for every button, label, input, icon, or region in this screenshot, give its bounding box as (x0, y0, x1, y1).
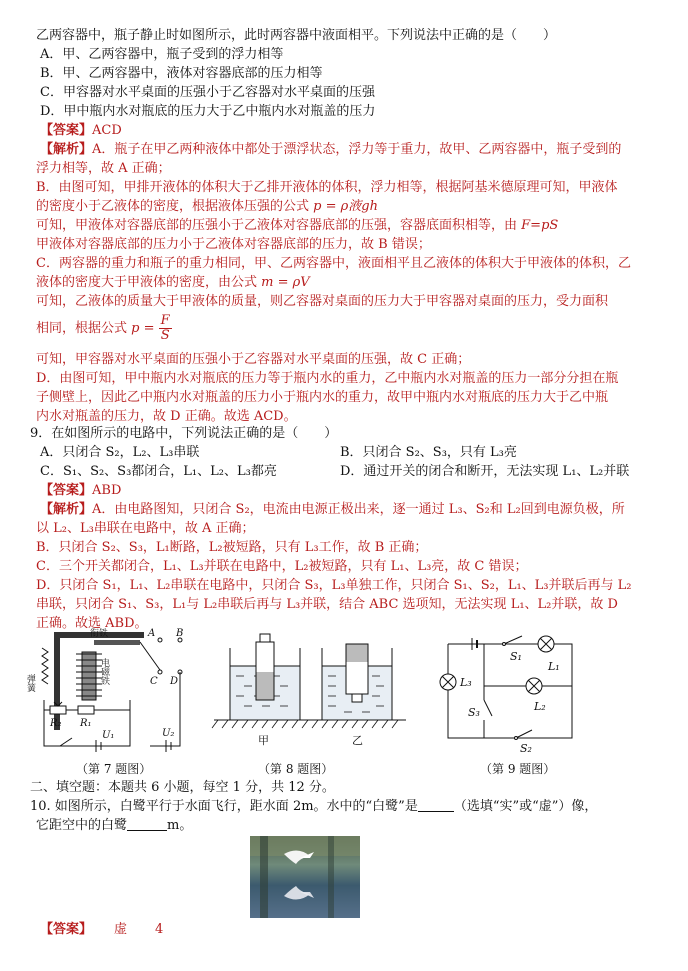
q8-option-c: C．甲容器对水平桌面的压强小于乙容器对水平桌面的压强 (40, 85, 375, 100)
fraction-denominator: S (160, 328, 170, 343)
answer-label: 【答案】 (40, 483, 93, 498)
fig7-contact-d: D (170, 676, 179, 687)
q8-answer (40, 121, 670, 140)
fig9-s1-label: S₁ (510, 650, 522, 663)
figure-9-circuit (432, 628, 592, 756)
q9-option-d: D．通过开关的闭合和断开，无法实现 L₁、L₂并联 (340, 464, 630, 479)
section-2-heading: 二、填空题：本题共 6 小题，每空 1 分，共 12 分。 (30, 780, 335, 795)
q8-analysis-line (36, 314, 670, 343)
q8-analysis-line (40, 140, 670, 159)
q8-analysis-line (36, 273, 670, 292)
answer-value-2: 4 (155, 922, 164, 937)
egret-photo (250, 836, 360, 918)
fig7-armature-label: 衔铁 (90, 629, 109, 639)
formula-force: F=pS (521, 218, 559, 233)
q9-analysis-line (40, 500, 670, 519)
q8-analysis-line: 可知，甲容器对水平桌面的压强小于乙容器对水平桌面的压强，故 C 正确； (36, 352, 471, 367)
answer-value-1: 虚 (114, 922, 128, 937)
q8-analysis-line: B．由图可知，甲排开液体的体积大于乙排开液体的体积，浮力相等，根据阿基米德原理可知，甲液体 (36, 180, 618, 195)
fig7-caption: （第 7 题图） (76, 762, 152, 776)
fig7-r1-label: R₁ (80, 718, 92, 729)
q10-text: （选填“实”或“虚”）像， (453, 799, 598, 814)
formula-fraction (159, 314, 172, 343)
formula-pressure: p = ρ液gh (313, 199, 378, 214)
q9-option-c: C．S₁、S₂、S₃都闭合，L₁、L₂、L₃都亮 (40, 464, 277, 479)
q8-stem: 乙两容器中，瓶子静止时如图所示，此时两容器中液面相平。下列说法中正确的是（ ） (36, 28, 557, 43)
q9-analysis-line: B．只闭合 S₂、S₃，L₁断路，L₂被短路，只有 L₃工作，故 B 正确； (36, 540, 428, 555)
q10-text: 它距空中的白鹭 (36, 818, 128, 833)
q10-line-1 (30, 797, 670, 816)
q9-answer (40, 481, 670, 500)
q8-analysis-line: C．两容器的重力和瓶子的重力相同，甲、乙两容器中，液面相平且乙液体的体积大于甲液体的体积，乙 (36, 256, 631, 271)
fig9-l3-label: L₃ (460, 676, 472, 689)
egret-image (250, 836, 360, 918)
answer-value: ACD (92, 123, 122, 138)
fig9-l2-label: L₂ (534, 700, 546, 713)
q8-analysis-line: 内水对瓶盖的压力，故 D 正确。故选 ACD。 (36, 409, 297, 424)
fig7-magnet-label: 电磁铁 (99, 658, 109, 685)
analysis-text: 可知，甲液体对容器底部的压强小于乙液体对容器底部的压强，容器底面积相等，由 (36, 218, 518, 233)
fig7-spring-label: 弹簧 (25, 674, 35, 692)
fig9-s3-label: S₃ (468, 706, 480, 719)
q9-options-row (40, 462, 670, 481)
figure-8-containers (210, 632, 410, 758)
fig9-caption: （第 9 题图） (480, 762, 556, 776)
q8-analysis-line: 子侧壁上，因此乙中瓶内水对瓶盖的压力小于瓶内水的重力，故甲中瓶内水对瓶底的压力大于乙中瓶 (36, 390, 609, 405)
analysis-text: 液体的密度大于甲液体的密度，由公式 (36, 275, 258, 290)
formula-mass: m = ρV (261, 275, 310, 290)
fig7-u1-label: U₁ (102, 730, 115, 741)
q9-stem: 9．在如图所示的电路中，下列说法正确的是（ ） (30, 426, 338, 441)
answer-label: 【答案】 (40, 123, 93, 138)
q8-analysis-line: D．由图可知，甲中瓶内水对瓶底的压力等于瓶内水的重力，乙中瓶内水对瓶盖的压力一部分分担在瓶 (36, 371, 619, 386)
q9-analysis-line: 串联，只闭合 S₁、S₃，L₁与 L₂串联后再与 L₃并联，结合 ABC 选项知，无法实现 L₁、L₂并联，故 D (36, 597, 618, 612)
q8-analysis-line: 可知，乙液体的质量大于甲液体的质量，则乙容器对桌面的压力大于甲容器对桌面的压力，受力面积 (36, 294, 609, 309)
q9-analysis-line: D．只闭合 S₁，L₁、L₂串联在电路中，只闭合 S₃，L₃单独工作，只闭合 S₁、S₂，L₁、L₃并联后再与 L₂ (36, 578, 632, 593)
q10-line-2 (36, 816, 670, 835)
fig8-label-jia: 甲 (258, 734, 269, 747)
fig7-contact-c: C (150, 676, 158, 687)
q9-option-b: B．只闭合 S₂、S₃，只有 L₃亮 (340, 445, 517, 460)
analysis-text: A．由电路图知，只闭合 S₂，电流由电源正极出来，逐一通过 L₃、S₂和 L₂回到电源负极，所 (92, 502, 625, 517)
analysis-label: 【解析】 (40, 502, 93, 517)
q8-analysis-line: 甲液体对容器底部的压力小于乙液体对容器底部的压力，故 B 错误； (36, 237, 431, 252)
fig7-contact-a: A (148, 628, 156, 639)
q8-analysis-line (36, 216, 670, 235)
q8-analysis-line: 浮力相等，故 A 正确； (36, 161, 171, 176)
analysis-label: 【解析】 (40, 142, 93, 157)
q10-text: m。 (167, 818, 193, 833)
fig7-u2-label: U₂ (162, 728, 175, 739)
q10-text: 10. 如图所示，白鹭平行于水面飞行，距水面 2m。水中的“白鹭”是 (30, 799, 418, 814)
q10-blank-2 (127, 817, 167, 831)
q8-option-b: B．甲、乙两容器中，液体对容器底部的压力相等 (40, 66, 323, 81)
q9-options-row (40, 443, 670, 462)
formula-fraction-lhs: p = (131, 321, 155, 336)
analysis-text: A．瓶子在甲乙两种液体中都处于漂浮状态，浮力等于重力，故甲、乙两容器中，瓶子受到的 (92, 142, 622, 157)
fig7-contact-b: B (176, 628, 184, 639)
q8-option-a: A．甲、乙两容器中，瓶子受到的浮力相等 (40, 47, 284, 62)
q9-option-a: A．只闭合 S₂，L₂、L₃串联 (40, 445, 200, 460)
q9-analysis-line: 以 L₂、L₃串联在电路中，故 A 正确； (36, 521, 255, 536)
fig8-caption: （第 8 题图） (258, 762, 334, 776)
q9-analysis-line: C．三个开关都闭合，L₁、L₃并联在电路中，L₂被短路，只有 L₁、L₃亮，故 C 错误； (36, 559, 528, 574)
fig8-label-yi: 乙 (352, 734, 363, 747)
fig9-l1-label: L₁ (548, 660, 560, 673)
q9-analysis-line: 正确。故选 ABD。 (36, 616, 148, 631)
q8-analysis-line (36, 197, 670, 216)
fig9-s2-label: S₂ (520, 742, 532, 755)
q10-blank-1 (418, 798, 454, 812)
answer-label: 【答案】 (40, 922, 93, 937)
fig7-r2-label: R₂ (50, 718, 62, 729)
figure-7-relay (25, 626, 200, 758)
answer-value: ABD (92, 483, 122, 498)
fraction-numerator: F (160, 313, 170, 328)
analysis-text: 的密度小于乙液体的密度，根据液体压强的公式 (36, 199, 310, 214)
analysis-text: 相同，根据公式 (36, 321, 128, 336)
q10-answer (40, 920, 670, 939)
q8-option-d: D．甲中瓶内水对瓶底的压力大于乙中瓶内水对瓶盖的压力 (40, 104, 376, 119)
